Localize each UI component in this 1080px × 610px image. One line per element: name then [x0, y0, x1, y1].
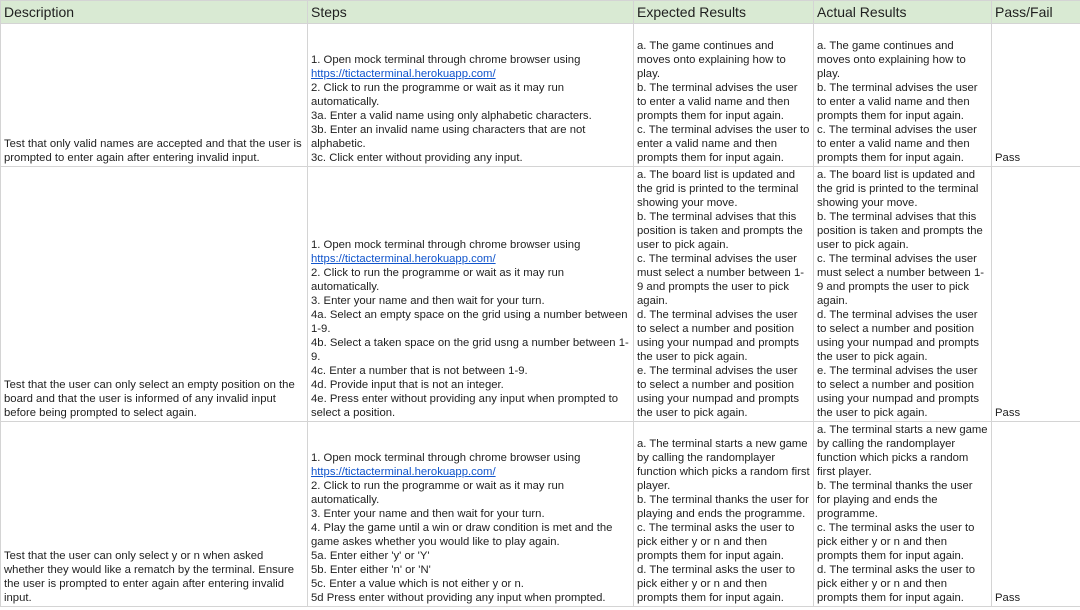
steps-cell[interactable]: [308, 422, 634, 607]
header-row: [1, 1, 1080, 24]
terminal-link[interactable]: https://tictacterminal.herokuapp.com/: [311, 253, 496, 265]
steps-intro: 1. Open mock terminal through chrome browser using: [311, 452, 581, 464]
pass-fail-cell[interactable]: Pass: [992, 167, 1080, 422]
steps-cell[interactable]: [308, 167, 634, 422]
table-row: [1, 422, 1080, 607]
actual-results-cell[interactable]: a. The game continues and moves onto explaining how to play. b. The terminal advises the user to enter a valid name and then prompts them for input again. c. The terminal advises the user to enter a valid name and then prompts them for input again.: [814, 24, 992, 167]
steps-list: 2. Click to run the programme or wait as it may run automatically. 3. Enter your name and then wait for your turn. 4. Play the game until a win or draw condition is met and the game askes whether you would like to play again. 5a. Enter either 'y' or 'Y' 5b. Enter either 'n' or 'N' 5c. Enter a value which is not either y or n. 5d Press enter without providing any input when prompted.: [311, 480, 613, 604]
steps-list: 2. Click to run the programme or wait as it may run automatically. 3. Enter your name and then wait for your turn. 4a. Select an empty space on the grid using a number between 1-9. 4b. Select a taken space on the grid usng a number between 1-9. 4c. Enter a number that is not between 1-9. 4d. Provide input that is not an integer. 4e. Press enter without providing any input when prompted to select a position.: [311, 267, 629, 419]
actual-results-cell[interactable]: a. The terminal starts a new game by calling the randomplayer function which picks a random first player. b. The terminal thanks the user for playing and ends the programme. c. The terminal asks the user to pick either y or n and then prompts them for input again. d. The terminal asks the user to pick either y or n and then prompts them for input again.: [814, 422, 992, 607]
header-description[interactable]: Description: [1, 1, 308, 24]
steps-intro: 1. Open mock terminal through chrome browser using: [311, 239, 581, 251]
actual-results-cell[interactable]: a. The board list is updated and the grid is printed to the terminal showing your move. b. The terminal advises that this position is taken and prompts the user to pick again. c. The terminal advises the user must select a number between 1-9 and prompts the user to pick again. d. The terminal advises the user to select a number and position using your numpad and prompts the user to pick again. e. The terminal advises the user to select a number and position using your numpad and prompts the user to pick again.: [814, 167, 992, 422]
header-actual-results[interactable]: Actual Results: [814, 1, 992, 24]
description-cell[interactable]: Test that the user can only select an empty position on the board and that the user is informed of any invalid input before being prompted to select again.: [1, 167, 308, 422]
header-expected-results[interactable]: Expected Results: [634, 1, 814, 24]
header-steps[interactable]: Steps: [308, 1, 634, 24]
expected-results-cell[interactable]: a. The terminal starts a new game by calling the randomplayer function which picks a random first player. b. The terminal thanks the user for playing and ends the programme. c. The terminal asks the user to pick either y or n and then prompts them for input again. d. The terminal asks the user to pick either y or n and then prompts them for input again.: [634, 422, 814, 607]
steps-cell[interactable]: [308, 24, 634, 167]
steps-intro: 1. Open mock terminal through chrome browser using: [311, 54, 581, 66]
pass-fail-cell[interactable]: Pass: [992, 24, 1080, 167]
expected-results-cell[interactable]: a. The board list is updated and the grid is printed to the terminal showing your move. b. The terminal advises that this position is taken and prompts the user to pick again. c. The terminal advises the user must select a number between 1-9 and prompts the user to pick again. d. The terminal advises the user to select a number and position using your numpad and prompts the user to pick again. e. The terminal advises the user to select a number and position using your numpad and prompts the user to pick again.: [634, 167, 814, 422]
table-row: [1, 167, 1080, 422]
steps-list: 2. Click to run the programme or wait as it may run automatically. 3a. Enter a valid name using only alphabetic characters. 3b. Enter an invalid name using characters that are not alphabetic. 3c. Click enter without providing any input.: [311, 82, 592, 164]
expected-results-cell[interactable]: a. The game continues and moves onto explaining how to play. b. The terminal advises the user to enter a valid name and then prompts them for input again. c. The terminal advises the user to enter a valid name and then prompts them for input again.: [634, 24, 814, 167]
description-cell[interactable]: Test that only valid names are accepted and that the user is prompted to enter again after entering invalid input.: [1, 24, 308, 167]
terminal-link[interactable]: https://tictacterminal.herokuapp.com/: [311, 68, 496, 80]
pass-fail-cell[interactable]: Pass: [992, 422, 1080, 607]
header-pass-fail[interactable]: Pass/Fail: [992, 1, 1080, 24]
description-cell[interactable]: Test that the user can only select y or n when asked whether they would like a rematch by the terminal. Ensure the user is prompted to enter again after entering invalid input.: [1, 422, 308, 607]
terminal-link[interactable]: https://tictacterminal.herokuapp.com/: [311, 466, 496, 478]
table-row: [1, 24, 1080, 167]
